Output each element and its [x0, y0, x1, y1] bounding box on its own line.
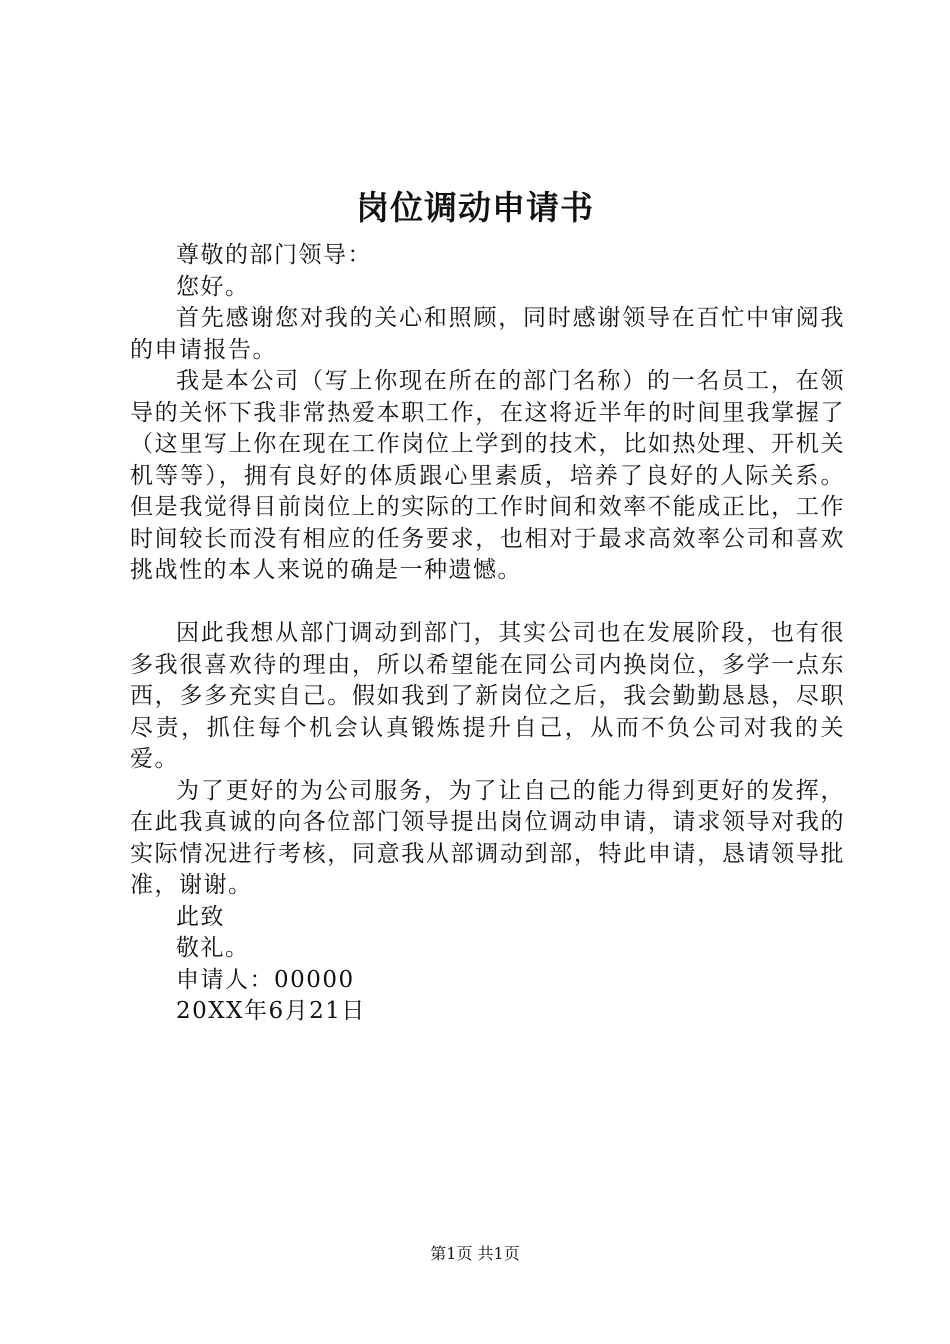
document-body [130, 240, 845, 1028]
applicant-line: 申请人：00000 [176, 966, 355, 993]
closing-line-1: 此致 [176, 903, 225, 930]
paragraph-thanks: 首先感谢您对我的关心和照顾，同时感谢领导在百忙中审阅我的申请报告。 [130, 305, 845, 363]
paragraph-reason: 因此我想从部门调动到部门，其实公司也在发展阶段，也有很多我很喜欢待的理由，所以希望能在同公司内换岗位，多学一点东西，多多充实自己。假如我到了新岗位之后，我会勤勤恳恳，尽职尽责，抓住每个机会认真锻炼提升自己，从而不负公司对我的关爱。 [130, 620, 845, 772]
paragraph-request: 为了更好的为公司服务，为了让自己的能力得到更好的发挥，在此我真诚的向各位部门领导提出岗位调动申请，请求领导对我的实际情况进行考核，同意我从部调动到部，特此申请，恳请领导批准，谢谢。 [130, 777, 845, 898]
document-title: 岗位调动申请书 [356, 188, 594, 227]
greeting: 您好。 [176, 273, 250, 300]
date-line: 20XX年6月21日 [176, 998, 366, 1024]
closing-line-2: 敬礼。 [176, 935, 250, 961]
salutation: 尊敬的部门领导： [176, 242, 372, 268]
paragraph-spacer [130, 587, 845, 619]
paragraph-introduction: 我是本公司（写上你现在所在的部门名称）的一名员工，在领导的关怀下我非常热爱本职工作，在这将近半年的时间里我掌握了（这里写上你在现在工作岗位上学到的技术，比如热处理、开机关机等等），拥有良好的体质跟心里素质，培养了良好的人际关系。但是我觉得目前岗位上的实际的工作时间和效率不能成正比，工作时间较长而没有相应的任务要求，也相对于最求高效率公司和喜欢挑战性的本人来说的确是一种遗憾。 [130, 368, 845, 583]
page-footer: 第1页 共1页 [430, 1244, 520, 1263]
